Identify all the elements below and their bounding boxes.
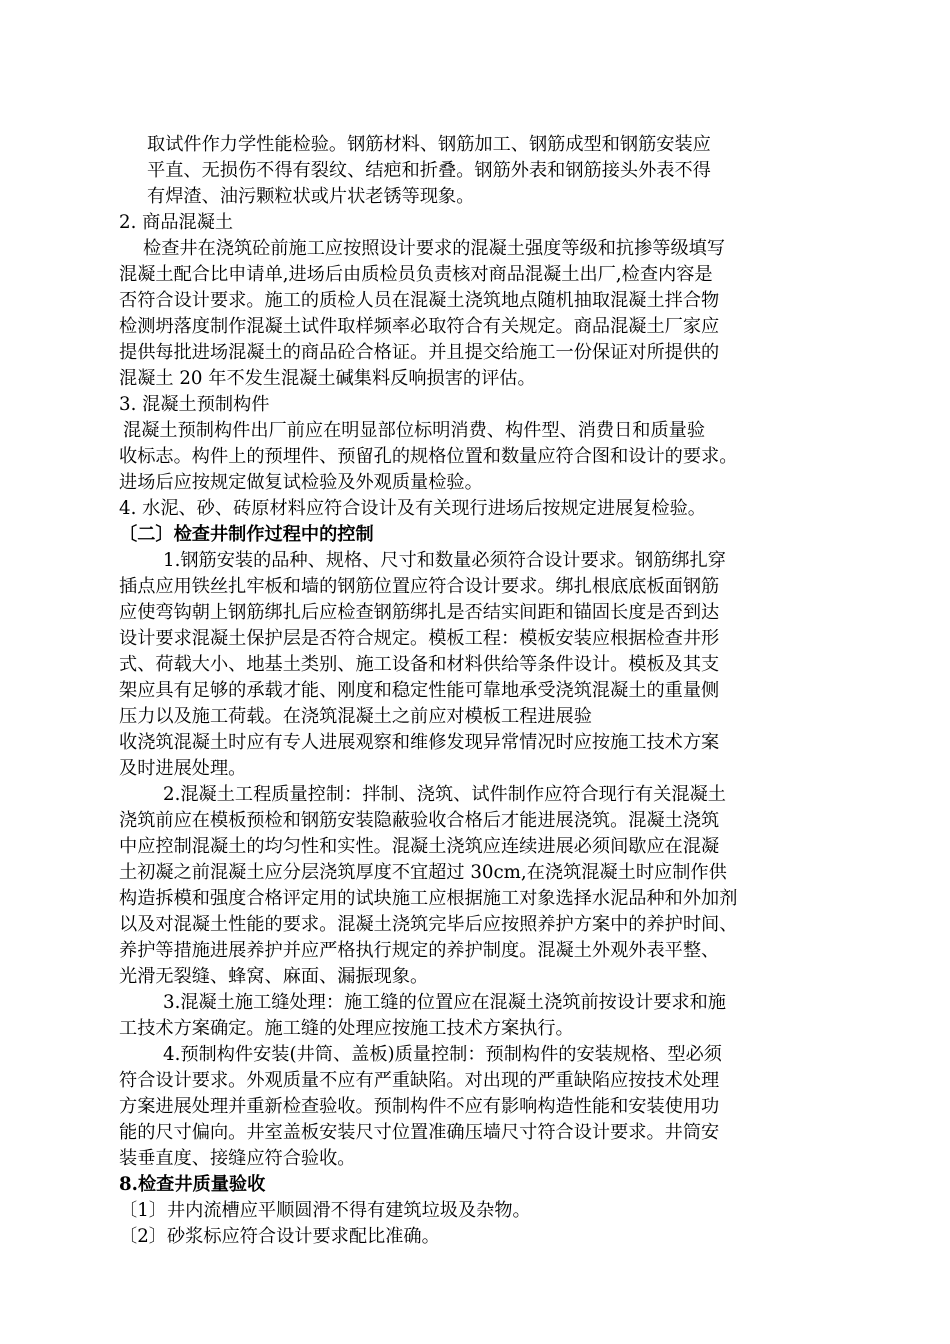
text-line: 设计要求混凝土保护层是否符合规定。模板工程：模板安装应根据检查井形 [119,628,720,649]
text-line: 及时进展处理。 [119,758,247,779]
text-line: 提供每批进场混凝土的商品砼合格证。并且提交给施工一份保证对所提供的 [119,342,720,363]
text-line: 符合设计要求。外观质量不应有严重缺陷。对出现的严重缺陷应按技术处理 [119,1070,720,1091]
text-line: 方案进展处理并重新检查验收。预制构件不应有影响构造性能和安装使用功 [119,1096,720,1117]
text-line: 否符合设计要求。施工的质检人员在混凝土浇筑地点随机抽取混凝土拌合物 [119,290,720,311]
text-line: 中应控制混凝土的均匀性和实性。混凝土浇筑应连续进展必须间歇应在混凝 [119,836,720,857]
text-line: 检测坍落度制作混凝土试件取样频率必取符合有关规定。商品混凝土厂家应 [119,316,720,337]
section-heading: 8.检查井质量验收 [119,1174,266,1195]
text-line: 光滑无裂缝、蜂窝、麻面、漏振现象。 [119,966,429,987]
text-line: 应使弯钩朝上钢筋绑扎后应检查钢筋绑扎是否结实间距和锚固长度是否到达 [119,602,720,623]
text-line: 装垂直度、接缝应符合验收。 [119,1148,356,1169]
section-heading: 〔二〕检查井制作过程中的控制 [119,524,374,545]
text-line: 进场后应按规定做复试检验及外观质量检验。 [119,472,483,493]
text-line: 浇筑前应在模板预检和钢筋安装隐蔽验收合格后才能进展浇筑。混凝土浇筑 [119,810,720,831]
text-line: 收浇筑混凝土时应有专人进展观察和维修发现异常情况时应按施工技术方案 [119,732,720,753]
text-line: 能的尺寸偏向。井室盖板安装尺寸位置准确压墙尺寸符合设计要求。井筒安 [119,1122,720,1143]
text-line: 3.混凝土施工缝处理：施工缝的位置应在混凝土浇筑前按设计要求和施 [163,992,726,1013]
text-line: 〔1〕井内流槽应平顺圆滑不得有建筑垃圾及杂物。 [119,1200,531,1221]
text-line: 养护等措施进展养护并应严格执行规定的养护制度。混凝土外观外表平整、 [119,940,720,961]
text-line: 土初凝之前混凝土应分层浇筑厚度不宜超过 30cm,在浇筑混凝土时应制作供 [119,862,727,883]
text-line: 收标志。构件上的预埋件、预留孔的规格位置和数量应符合图和设计的要求。 [119,446,738,467]
text-line: 4. 水泥、砂、砖原材料应符合设计及有关现行进场后按规定进展复检验。 [119,498,706,519]
text-line: 有焊渣、油污颗粒状或片状老锈等现象。 [147,186,475,207]
text-line: 2.混凝土工程质量控制：拌制、浇筑、试件制作应符合现行有关混凝土 [163,784,726,805]
text-line: 4.预制构件安装(井筒、盖板)质量控制：预制构件的安装规格、型必须 [163,1044,722,1065]
text-line: 架应具有足够的承载才能、刚度和稳定性能可靠地承受浇筑混凝土的重量侧 [119,680,720,701]
section-heading: 3. 混凝土预制构件 [119,394,270,415]
text-line: 混凝土配合比申请单,进场后由质检员负责核对商品混凝土出厂,检查内容是 [119,264,713,285]
text-line: 混凝土 20 年不发生混凝土碱集料反响损害的评估。 [119,368,536,389]
text-line: 压力以及施工荷载。在浇筑混凝土之前应对模板工程进展验 [119,706,592,727]
text-line: 检查井在浇筑砼前施工应按照设计要求的混凝土强度等级和抗掺等级填写 [143,238,726,259]
text-line: 取试件作力学性能检验。钢筋材料、钢筋加工、钢筋成型和钢筋安装应 [147,134,711,155]
text-line: 以及对混凝土性能的要求。混凝土浇筑完毕后应按照养护方案中的养护时间、 [119,914,738,935]
text-line: 工技术方案确定。施工缝的处理应按施工技术方案执行。 [119,1018,574,1039]
text-line: 1.钢筋安装的品种、规格、尺寸和数量必须符合设计要求。钢筋绑扎穿 [163,550,726,571]
text-line: 混凝土预制构件出厂前应在明显部位标明消费、构件型、消费日和质量验 [123,420,706,441]
text-line: 平直、无损伤不得有裂纹、结疤和折叠。钢筋外表和钢筋接头外表不得 [147,160,711,181]
text-line: 式、荷载大小、地基土类别、施工设备和材料供给等条件设计。模板及其支 [119,654,720,675]
text-line: 〔2〕砂浆标应符合设计要求配比准确。 [119,1226,440,1247]
text-line: 构造拆模和强度合格评定用的试块施工应根据施工对象选择水泥品种和外加剂 [119,888,738,909]
text-line: 插点应用铁丝扎牢板和墙的钢筋位置应符合设计要求。绑扎根底底板面钢筋 [119,576,720,597]
section-heading: 2. 商品混凝土 [119,212,234,233]
